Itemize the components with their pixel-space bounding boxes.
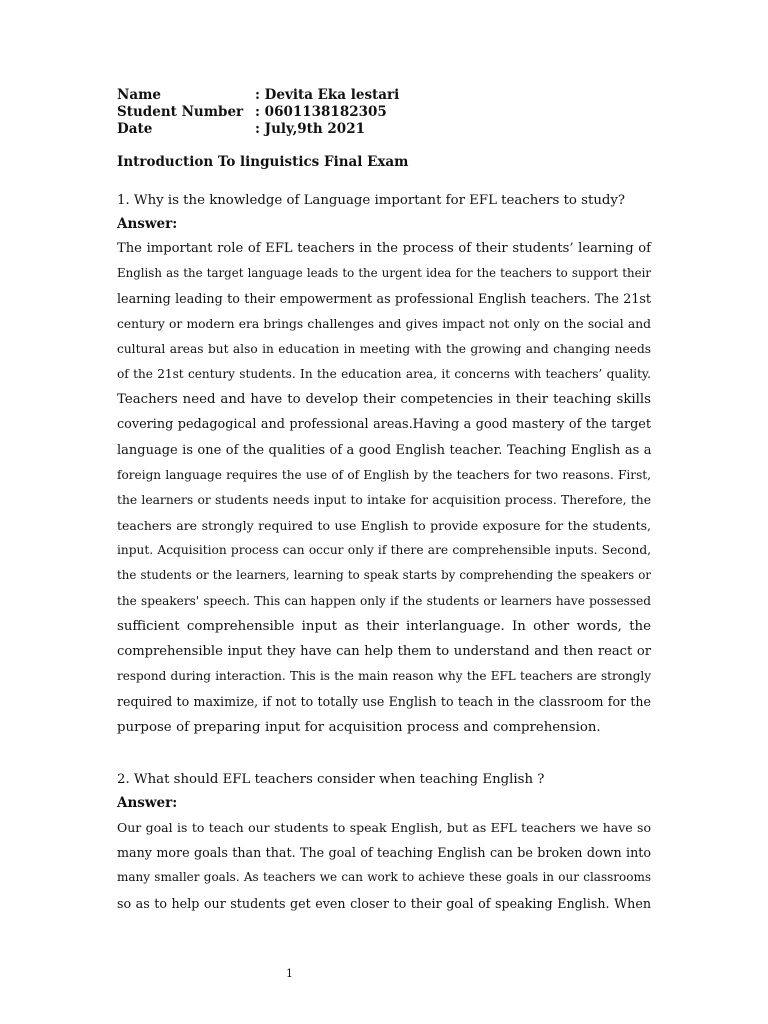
- answer-2-line: Our goal is to teach our students to speak English, but as EFL teachers we have so: [117, 820, 651, 835]
- student-number-value: : 0601138182305: [255, 104, 387, 120]
- answer-1-line: covering pedagogical and professional areas.Having a good mastery of the target: [117, 417, 651, 433]
- student-number-label: Student Number: [117, 104, 244, 120]
- student-info: [117, 87, 399, 138]
- answer-2-label: Answer:: [117, 795, 178, 811]
- question-2: 2. What should EFL teachers consider when teaching English ?: [117, 772, 545, 787]
- answer-1-line: purpose of preparing input for acquisition process and comprehension.: [117, 719, 601, 735]
- answer-1-line: required to maximize, if not to totally use English to teach in the classroom for the: [117, 694, 651, 710]
- answer-1-line: foreign language requires the use of of English by the teachers for two reasons. First,: [117, 467, 651, 482]
- answer-1-line: respond during interaction. This is the main reason why the EFL teachers are strongly: [117, 669, 651, 684]
- exam-title: Introduction To linguistics Final Exam: [117, 154, 409, 170]
- question-1: 1. Why is the knowledge of Language important for EFL teachers to study?: [117, 193, 626, 208]
- answer-1-line: The important role of EFL teachers in the process of their students’ learning of: [117, 241, 651, 256]
- answer-1-line: Teachers need and have to develop their competencies in their teaching skills: [117, 392, 651, 408]
- answer-1-line: teachers are strongly required to use English to provide exposure for the students,: [117, 518, 651, 534]
- answer-1-line: the learners or students needs input to intake for acquisition process. Therefore, the: [117, 492, 651, 507]
- name-value: : Devita Eka lestari: [255, 87, 400, 103]
- answer-1-line: input. Acquisition process can occur only if there are comprehensible inputs. Second,: [117, 543, 651, 558]
- answer-2-line: many more goals than that. The goal of teaching English can be broken down into: [117, 845, 651, 861]
- answer-1-line: English as the target language leads to the urgent idea for the teachers to support their: [117, 266, 651, 281]
- answer-1-line: the speakers' speech. This can happen only if the students or learners have possessed: [117, 593, 651, 608]
- answer-1-line: of the 21st century students. In the education area, it concerns with teachers’ quality.: [117, 366, 651, 381]
- answer-1-line: language is one of the qualities of a good English teacher. Teaching English as a: [117, 442, 652, 458]
- answer-1-line: century or modern era brings challenges and gives impact not only on the social and: [117, 316, 651, 331]
- answer-1-paragraph: [117, 236, 651, 740]
- page-number: 1: [286, 967, 293, 980]
- answer-1-line: sufficient comprehensible input as their interlanguage. In other words, the: [117, 618, 651, 634]
- answer-1-line: learning leading to their empowerment as professional English teachers. The 21st: [117, 291, 651, 307]
- name-row: [117, 87, 399, 104]
- date-row: [117, 121, 399, 138]
- answer-2-line: many smaller goals. As teachers we can work to achieve these goals in our classrooms: [117, 870, 651, 885]
- answer-1-line: comprehensible input they have can help them to understand and then react or: [117, 644, 651, 659]
- student-number-row: [117, 104, 399, 121]
- answer-1-label: Answer:: [117, 216, 178, 232]
- date-value: : July,9th 2021: [255, 121, 365, 137]
- name-label: Name: [117, 87, 161, 103]
- date-label: Date: [117, 121, 153, 137]
- answer-1-line: cultural areas but also in education in meeting with the growing and changing needs: [117, 341, 651, 356]
- answer-2-paragraph: [117, 815, 651, 916]
- answer-2-line: so as to help our students get even closer to their goal of speaking English. When: [117, 895, 651, 911]
- answer-1-line: the students or the learners, learning to speak starts by comprehending the speakers or: [117, 568, 651, 583]
